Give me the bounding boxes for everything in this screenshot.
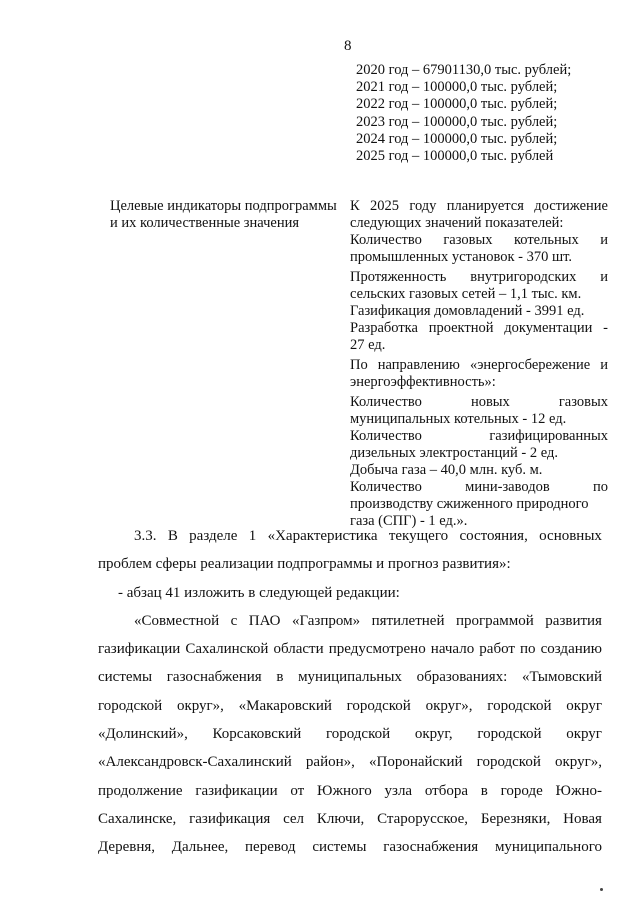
word: начало (430, 641, 475, 658)
word: городской (98, 697, 163, 714)
word: развития (545, 612, 602, 629)
word: газификация (189, 810, 271, 827)
word: планируется (446, 198, 524, 214)
word: области (273, 641, 324, 658)
word: узла (384, 782, 413, 799)
indicator-line (350, 269, 608, 286)
body-line: проблем сферы реализации подпрограммы и прогноз развития»: (98, 556, 511, 573)
indicator-line: дизельных электростанций - 2 ед. (350, 445, 559, 461)
word: созданию (540, 641, 602, 658)
word: газовых (558, 394, 608, 410)
word: по (520, 641, 536, 658)
funding-line: 2020 год – 67901130,0 тыс. рублей; (356, 62, 572, 78)
body-line (98, 720, 602, 748)
word: «энергосбережение (469, 357, 591, 373)
word: Разработка (350, 320, 418, 336)
body-line (98, 748, 602, 776)
word: городской (477, 726, 542, 743)
word: состояния, (459, 528, 528, 544)
word: Сахалинске, (98, 810, 177, 827)
body-line (98, 692, 602, 720)
funding-line: 2021 год – 100000,0 тыс. рублей; (356, 79, 558, 96)
word: городе (500, 782, 543, 799)
word: газоснабжения (166, 669, 262, 686)
word: округ, (414, 726, 453, 743)
word: городской (476, 754, 541, 771)
indicator-line: энергоэффективность»: (350, 374, 496, 390)
indicator-line (350, 357, 608, 374)
word: По (350, 357, 368, 373)
word: Дальнее, (171, 839, 229, 856)
word: направлению (377, 357, 460, 373)
indicator-line (350, 479, 608, 496)
indicator-line: промышленных установок - 370 шт. (350, 249, 573, 265)
word: «Тымовский (522, 669, 602, 686)
word: ПАО (248, 612, 281, 629)
word: округ», (425, 697, 473, 714)
word: «Александровск-Сахалинский (98, 754, 292, 771)
word: 2025 (370, 198, 400, 214)
word: «Характеристика (267, 528, 378, 544)
word: 3.3. (134, 528, 157, 544)
indicators-values (350, 198, 608, 530)
indicator-line (350, 232, 608, 249)
word: текущего (388, 528, 449, 544)
word: котельных (513, 232, 579, 248)
word: и (600, 269, 608, 285)
word: внутригородских (470, 269, 577, 285)
indicator-line (350, 394, 608, 411)
word: газовых (443, 232, 493, 248)
indicator-line: 27 ед. (350, 337, 386, 353)
word: году (409, 198, 437, 214)
word: мини-заводов (465, 479, 550, 495)
word: городской (325, 726, 391, 743)
funding-line: 2022 год – 100000,0 тыс. рублей; (356, 96, 558, 113)
word: проектной (428, 320, 494, 336)
body-line (98, 635, 602, 663)
body-text (98, 522, 602, 862)
body-line (98, 833, 602, 861)
word: Корсаковский (212, 726, 302, 743)
word: разделе (189, 528, 238, 544)
word: Деревня, (98, 839, 155, 856)
word: основных (539, 528, 602, 544)
word: - (603, 320, 608, 336)
funding-by-year (356, 62, 571, 165)
word: с (230, 612, 238, 629)
indicator-line (350, 198, 608, 215)
word: продолжение (98, 782, 183, 799)
word: «Газпром» (291, 612, 361, 629)
word: Количество (350, 394, 422, 410)
word: достижение (534, 198, 608, 214)
word: газификации (98, 641, 181, 658)
body-line (98, 805, 602, 833)
word: по (592, 479, 608, 495)
word: «Совместной (134, 612, 220, 629)
body-line: - абзац 41 изложить в следующей редакции: (118, 584, 400, 601)
word: В (167, 528, 178, 544)
body-line (98, 777, 602, 805)
word: «Долинский», (98, 726, 188, 743)
indicators-label-line: и их количественные значения (110, 215, 300, 231)
word: округ (566, 726, 602, 743)
word: в (480, 782, 488, 799)
word: Южно- (555, 782, 602, 799)
word: Березняки, (480, 810, 551, 827)
word: Количество (350, 479, 422, 495)
word: округ», (176, 697, 224, 714)
indicator-line (350, 320, 608, 337)
word: К (350, 198, 360, 214)
word: пятилетней (371, 612, 445, 629)
word: «Макаровский (238, 697, 332, 714)
word: Южного (316, 782, 372, 799)
word: работ (479, 641, 515, 658)
word: район», (305, 754, 355, 771)
word: сел (283, 810, 305, 827)
word: Сахалинской (185, 641, 269, 658)
word: и (600, 357, 608, 373)
funding-line: 2023 год – 100000,0 тыс. рублей; (356, 113, 558, 130)
word: городской (487, 697, 552, 714)
word: Протяженность (350, 269, 447, 285)
indicator-line: сельских газовых сетей – 1,1 тыс. км. (350, 286, 582, 302)
word: отбора (424, 782, 468, 799)
word: новых (470, 394, 510, 410)
word: газоснабжения (383, 839, 479, 856)
word: «Поронайский (369, 754, 463, 771)
word: образованиях: (416, 669, 508, 686)
word: Новая (563, 810, 602, 827)
indicators-label (110, 198, 345, 232)
word: округ (566, 697, 602, 714)
word: предусмотрено (328, 641, 426, 658)
indicators-label-line: Целевые индикаторы подпрограммы (110, 198, 337, 214)
indicator-line: Газификация домовладений - 3991 ед. (350, 303, 585, 319)
word: перевод (245, 839, 296, 856)
indicator-line: муниципальных котельных - 12 ед. (350, 411, 567, 427)
indicator-line (350, 428, 608, 445)
body-line (98, 607, 602, 635)
word: Количество (350, 428, 422, 444)
word: городской (346, 697, 411, 714)
body-line (98, 522, 602, 550)
word: системы (312, 839, 367, 856)
funding-line: 2024 год – 100000,0 тыс. рублей; (356, 130, 558, 147)
scan-mark (600, 888, 603, 891)
word: и (600, 232, 608, 248)
word: программой (455, 612, 534, 629)
indicator-line: Добыча газа – 40,0 млн. куб. м. (350, 462, 543, 478)
word: муниципальных (298, 669, 402, 686)
page-number: 8 (344, 38, 352, 54)
word: муниципального (494, 839, 602, 856)
word: в (276, 669, 284, 686)
word: 1 (248, 528, 257, 544)
indicator-line: производству сжиженного природного (350, 496, 589, 512)
funding-line: 2025 год – 100000,0 тыс. рублей (356, 147, 554, 164)
word: газифицированных (489, 428, 608, 444)
word: газификации (195, 782, 278, 799)
indicator-line: следующих значений показателей: (350, 215, 564, 231)
word: системы (98, 669, 153, 686)
indicator-line: газа (СПГ) - 1 ед.». (350, 513, 468, 529)
word: от (290, 782, 305, 799)
word: Старорусское, (377, 810, 469, 827)
word: Ключи, (316, 810, 365, 827)
word: документации (504, 320, 593, 336)
word: Количество (350, 232, 422, 248)
body-line (98, 663, 602, 691)
word: округ», (555, 754, 602, 771)
